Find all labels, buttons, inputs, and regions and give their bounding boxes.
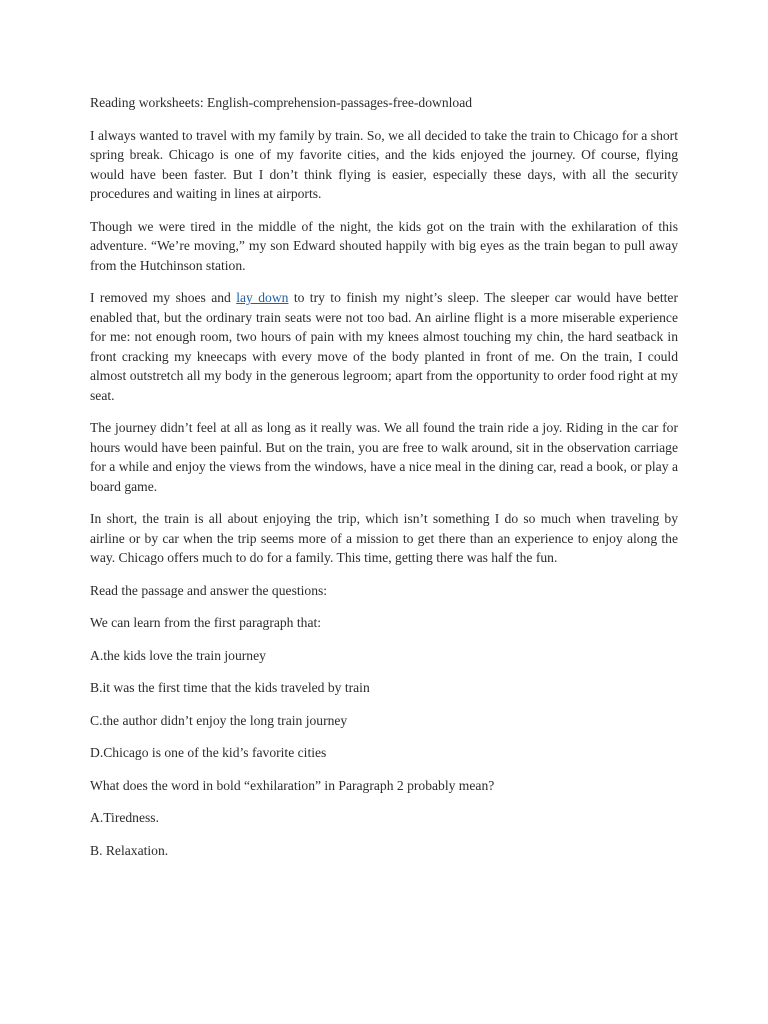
question-2-prompt: What does the word in bold “exhilaration” in Paragraph 2 probably mean?	[90, 777, 495, 793]
instructions: Read the passage and answer the questions:	[90, 582, 328, 598]
question-1-option-a: A.the kids love the train journey	[90, 647, 266, 663]
question-2-option-b: B. Relaxation.	[90, 842, 169, 858]
document-heading: Reading worksheets: English-comprehension-passages-free-download	[90, 95, 473, 110]
document-body	[90, 93, 678, 873]
question-1-prompt: We can learn from the first paragraph that:	[90, 615, 322, 630]
paragraph-3-text-after: to try to finish my night’s sleep. The sleeper car would have better enabled that, but the ordinary train seats were not too bad. An airline flight is a more miserable experience for me: not enough room, two hours of pain with my knees almost touching my chin, the hard seatback in front cracking my kneecaps with every move of the body planted in front of me. On the train, I could almost outstretch all my body in the generous legroom; apart from the opportunity to order food right at my seat.	[90, 290, 678, 403]
passage-paragraph-3	[90, 288, 678, 405]
passage-paragraph-1: I always wanted to travel with my family by train. So, we all decided to take the train to Chicago for a short spring break. Chicago is one of my favorite cities, and the kids enjoyed the journey. Of course, flying would have been faster. But I don’t think flying is easier, especially these days, with all the security procedures and waiting in lines at airports.	[90, 127, 678, 201]
passage-paragraph-4: The journey didn’t feel at all as long as it really was. We all found the train ride a joy. Riding in the car for hours would have been painful. But on the train, you are free to walk around, sit in the observation carriage for a while and enjoy the views from the windows, have a nice meal in the dining car, read a book, or play a board game.	[90, 420, 678, 494]
paragraph-3-text-before: I removed my shoes and	[90, 290, 237, 305]
passage-paragraph-5: In short, the train is all about enjoying the trip, which isn’t something I do so much when traveling by airline or by car when the trip seems more of a mission to get there than an experience to enjoy along the way. Chicago offers much to do for a family. This time, getting there was half the fun.	[90, 511, 678, 565]
question-1-option-c: C.the author didn’t enjoy the long train journey	[90, 712, 348, 728]
question-1-option-d: D.Chicago is one of the kid’s favorite cities	[90, 745, 327, 760]
lay-down-link[interactable]: lay down	[236, 290, 289, 305]
question-1-option-b: B.it was the first time that the kids traveled by train	[90, 680, 370, 695]
question-2-option-a: A.Tiredness.	[90, 810, 159, 825]
passage-paragraph-2: Though we were tired in the middle of the night, the kids got on the train with the exhilaration of this adventure. “We’re moving,” my son Edward shouted happily with big eyes as the train began to pull away from the Hutchinson station.	[90, 218, 678, 273]
